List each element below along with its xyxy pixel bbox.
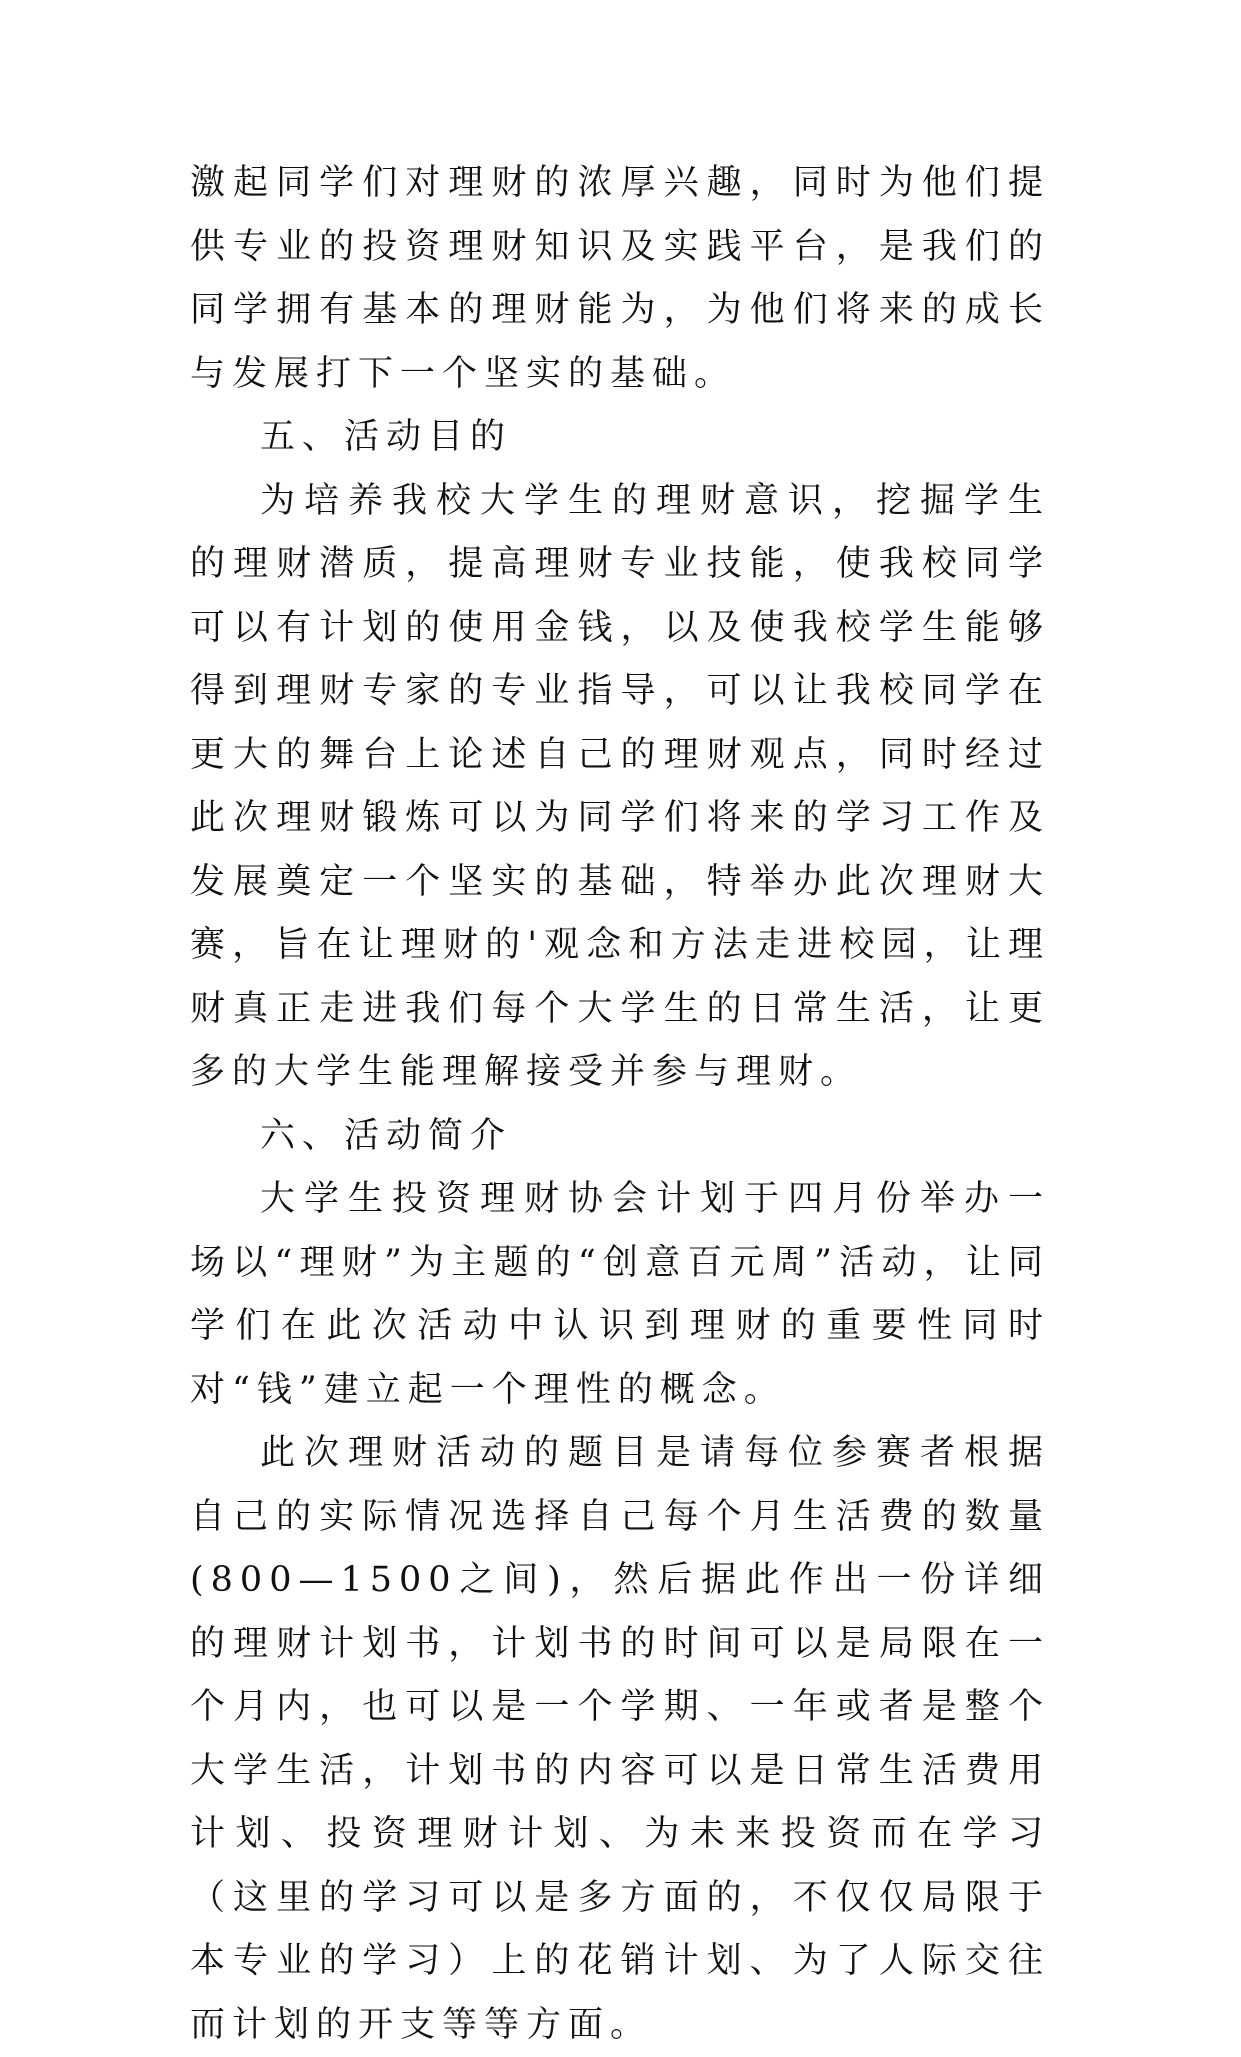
document-body — [190, 152, 1050, 2057]
section-heading-activity-purpose: 五、活动目的 — [260, 417, 513, 457]
section-heading-activity-intro: 六、活动简介 — [260, 1115, 513, 1156]
paragraph-activity-purpose: 为培养我校大学生的理财意识，挖掘学生的理财潜质，提高理财专业技能，使我校同学可以有计划的使用金钱，以及使我校学生能够得到理财专家的专业指导，可以让我校同学在更大的舞台上论述自己的理财观点，同时经过此次理财锻炼可以为同学们将来的学习工作及发展奠定一个坚实的基础，特举办此次理财大赛，旨在让理财的'观念和方法走进校园，让理财真正走进我们每个大学生的日常生活，让更多的大学生能理解接受并参与理财。 — [190, 480, 1050, 1092]
paragraph-activity-topic: 此次理财活动的题目是请每位参赛者根据自己的实际情况选择自己每个月生活费的数量(800—1500之间)，然后据此作出一份详细的理财计划书，计划书的时间可以是局限在一个月内，也可以是一个学期、一年或者是整个大学生活，计划书的内容可以是日常生活费用计划、投资理财计划、为未来投资而在学习（这里的学习可以是多方面的，不仅仅局限于本专业的学习）上的花销计划、为了人际交往而计划的开支等等方面。 — [190, 1433, 1050, 2045]
paragraph-intro-continued: 激起同学们对理财的浓厚兴趣，同时为他们提供专业的投资理财知识及实践平台，是我们的同学拥有基本的理财能为，为他们将来的成长与发展打下一个坚实的基础。 — [190, 163, 1050, 394]
paragraph-activity-intro: 大学生投资理财协会计划于四月份举办一场以“理财”为主题的“创意百元周”活动，让同学们在此次活动中认识到理财的重要性同时对“钱”建立起一个理性的概念。 — [190, 1179, 1050, 1410]
